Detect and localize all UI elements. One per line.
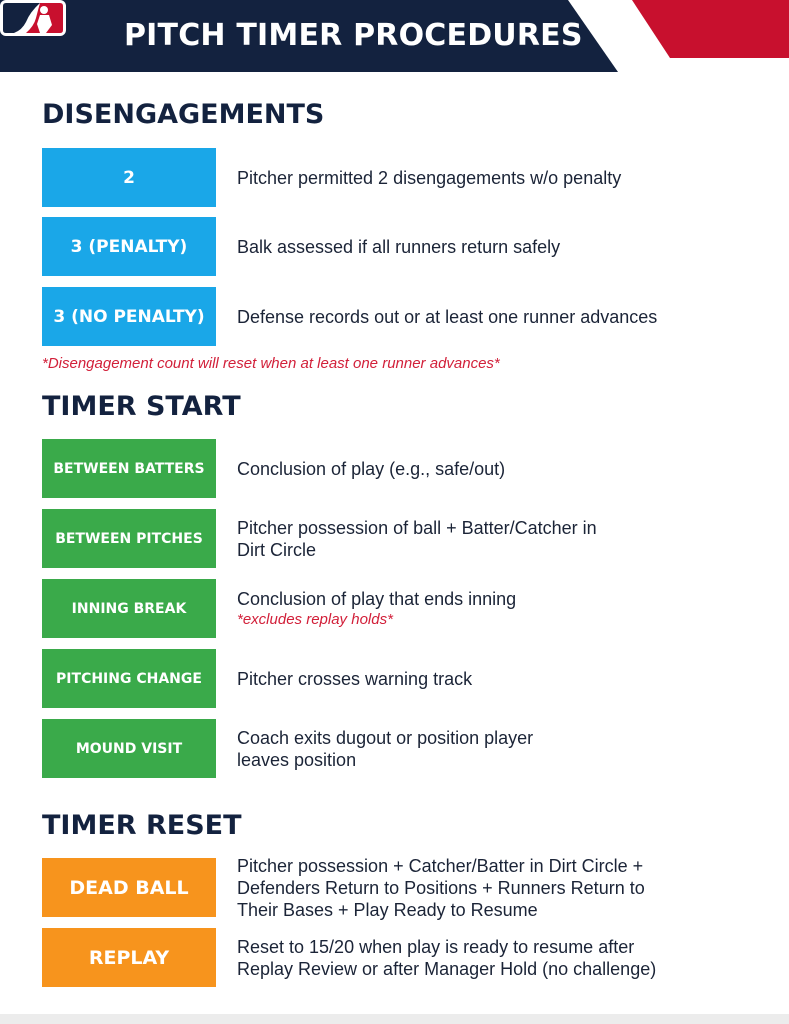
timer-start-row <box>42 509 762 568</box>
description-line: Pitcher possession of ball + Batter/Catcher in <box>237 517 597 538</box>
description-line: Coach exits dugout or position player <box>237 727 534 748</box>
description-line: Dirt Circle <box>237 539 316 560</box>
timer-reset-label-badge: DEAD BALL <box>42 858 216 917</box>
timer-start-label-badge: BETWEEN PITCHES <box>42 509 216 568</box>
page-header <box>0 0 789 72</box>
description-line: Pitcher permitted 2 disengagements w/o penalty <box>237 167 622 188</box>
description-line: leaves position <box>237 749 357 770</box>
timer-reset-description <box>237 855 762 920</box>
description-line: Replay Review or after Manager Hold (no challenge) <box>237 958 657 979</box>
description-line: Balk assessed if all runners return safely <box>237 236 561 257</box>
section-title-timer-start: TIMER START <box>42 391 241 422</box>
page-title: PITCH TIMER PROCEDURES <box>124 18 583 53</box>
timer-start-label-badge: BETWEEN BATTERS <box>42 439 216 498</box>
description-line: Their Bases + Play Ready to Resume <box>237 899 538 920</box>
description-line: Pitcher crosses warning track <box>237 668 473 689</box>
description-line: Reset to 15/20 when play is ready to resume after <box>237 936 635 957</box>
timer-start-description <box>237 509 762 568</box>
section-title-timer-reset: TIMER RESET <box>42 810 242 841</box>
timer-start-description <box>237 719 762 778</box>
timer-reset-description <box>237 928 762 987</box>
timer-start-description <box>237 649 762 708</box>
disengagement-label-badge: 2 <box>42 148 216 207</box>
section-title-disengagements: DISENGAGEMENTS <box>42 99 325 130</box>
description-line: Defense records out or at least one runner advances <box>237 306 658 327</box>
disengagement-description <box>237 217 762 276</box>
disengagement-label-badge: 3 (NO PENALTY) <box>42 287 216 346</box>
disengagement-row <box>42 217 762 276</box>
disengagement-description <box>237 148 762 207</box>
description-note: *excludes replay holds* <box>237 610 393 628</box>
bottom-divider <box>0 1014 789 1024</box>
description-line: Pitcher possession + Catcher/Batter in Dirt Circle + <box>237 855 644 876</box>
disengagement-label-badge: 3 (PENALTY) <box>42 217 216 276</box>
disengagement-footnote: *Disengagement count will reset when at least one runner advances* <box>42 355 500 372</box>
description-line: Defenders Return to Positions + Runners Return to <box>237 877 645 898</box>
timer-start-row <box>42 649 762 708</box>
disengagement-description <box>237 287 762 346</box>
timer-start-label-badge: PITCHING CHANGE <box>42 649 216 708</box>
timer-start-label-badge: MOUND VISIT <box>42 719 216 778</box>
disengagement-row <box>42 148 762 207</box>
timer-start-row <box>42 719 762 778</box>
disengagement-row <box>42 287 762 346</box>
timer-reset-row <box>42 855 762 920</box>
timer-start-description <box>237 579 762 638</box>
timer-start-description <box>237 439 762 498</box>
description-line: Conclusion of play that ends inning <box>237 588 517 609</box>
timer-reset-row <box>42 928 762 987</box>
mlb-logo-icon <box>0 0 66 36</box>
timer-start-row <box>42 439 762 498</box>
description-line: Conclusion of play (e.g., safe/out) <box>237 458 506 479</box>
timer-start-label-badge: INNING BREAK <box>42 579 216 638</box>
timer-reset-label-badge: REPLAY <box>42 928 216 987</box>
timer-start-row <box>42 579 762 638</box>
